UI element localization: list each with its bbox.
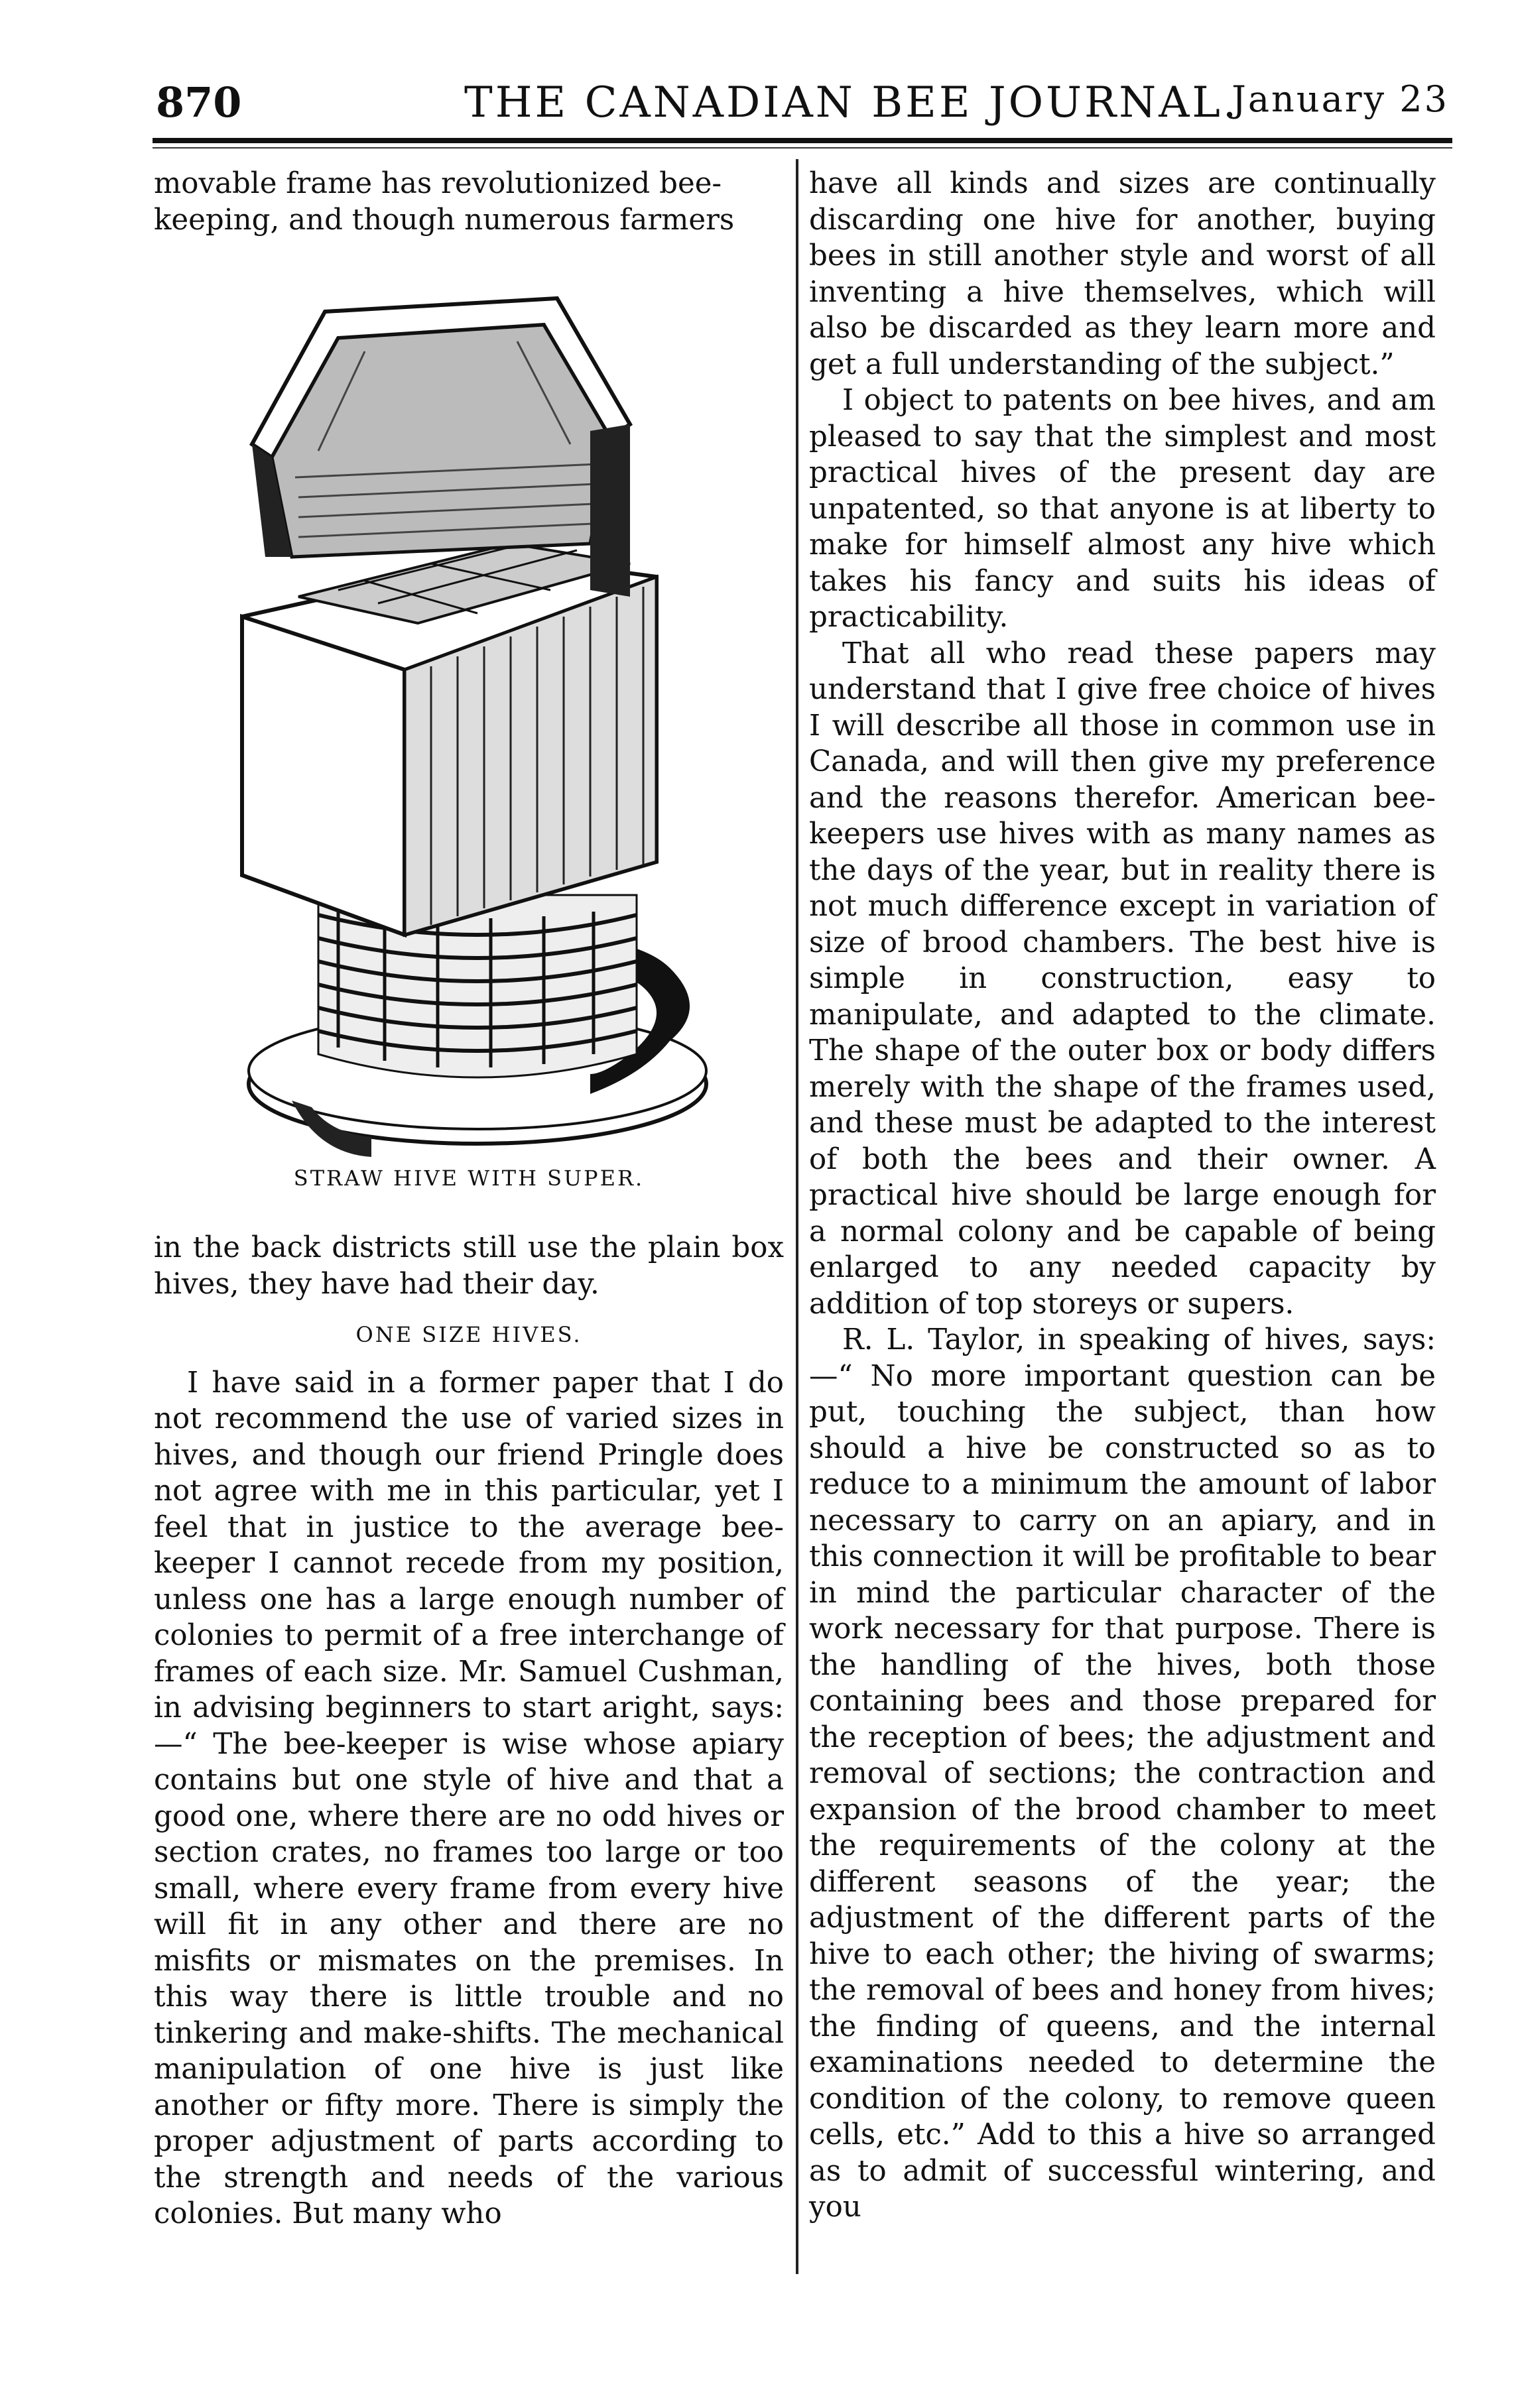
journal-title: THE CANADIAN BEE JOURNAL. — [464, 78, 1239, 127]
paragraph-after-figure: in the back districts still use the plain box hives, they have had their day. — [154, 1231, 784, 1301]
text-line: keeping, and though numerous farmers — [154, 203, 735, 237]
page-number: 870 — [156, 78, 242, 127]
right-column — [809, 166, 1436, 2226]
header-rule — [153, 138, 1452, 143]
figure-caption: STRAW HIVE WITH SUPER. — [293, 1166, 645, 1191]
header-rule-thin — [153, 147, 1452, 149]
section-heading: ONE SIZE HIVES. — [355, 1322, 582, 1347]
text-line: movable frame has revolutionized bee- — [154, 167, 722, 200]
left-column-bottom — [154, 1230, 784, 2232]
paragraph: I have said in a former paper that I do not recommend the use of varied sizes in hives, and though our friend Pringle does not agree with me in this particular, yet I feel that in justice to the average bee-keeper I cannot recede from my position, unless one has a large enough number of colonies to permit of a free interchange of frames of each size. Mr. Samuel Cushman, in advising beginners to start aright, says:—“ The bee-keeper is wise whose apiary contains but one style of hive and that a good one, where there are no odd hives or section crates, no frames too large or too small, where every frame from every hive will fit in any other and there are no misfits or mismates on the premises. In this way there is little trouble and no tinkering and make-shifts. The mechanical manipulation of one hive is just like another or fifty more. There is simply the proper adjustment of parts according to the strength and needs of the various colonies. But many who — [154, 1366, 784, 2230]
paragraph: R. L. Taylor, in speaking of hives, says:—“ No more important question can be put, touching the subject, than how should a hive be constructed so as to reduce to a minimum the amount of labor necessary to carry on an apiary, and in this connection it will be profitable to bear in mind the particular character of the work necessary for that purpose. There is the handling of the hives, both those containing bees and those prepared for the reception of bees; the adjustment and removal of sections; the contraction and expansion of the brood chamber to meet the requirements of the colony at the different seasons of the year; the adjustment of the different parts of the hive to each other; the hiving of swarms; the removal of bees and honey from hives; the finding of queens, and the internal examinations needed to determine the condition of the colony, to remove queen cells, etc.” Add to this a hive so arranged as to admit of successful wintering, and you — [809, 1323, 1436, 2224]
column-divider — [796, 159, 798, 2274]
issue-date: January 23 — [1231, 78, 1449, 120]
page-header — [156, 72, 1449, 131]
paragraph: I object to patents on bee hives, and am pleased to say that the simplest and most practical hives of the present day are unpatented, so that anyone is at liberty to make for himself almost any hive which takes his fancy and suits his ideas of practicability. — [809, 384, 1436, 634]
straw-hive-illustration — [166, 278, 749, 1193]
paragraph: That all who read these papers may understand that I give free choice of hives I will describe all those in common use in Canada, and will then give my preference and the reasons therefor. American bee-keepers use hives with as many names as the days of the year, but in reality there is not much difference except in variation of size of brood chambers. The best hive is simple in construction, easy to manipulate, and adapted to the climate. The shape of the outer box or body differs merely with the shape of the frames used, and these must be adapted to the interest of both the bees and their owner. A practical hive should be large enough for a normal colony and be capable of being enlarged to any needed capacity by addition of top storeys or supers. — [809, 636, 1436, 1321]
left-column-top — [154, 166, 784, 238]
paragraph: have all kinds and sizes are continually discarding one hive for another, buying bees in still another style and worst of all inventing a hive themselves, which will also be discarded as they learn more and get a full understanding of the subject.” — [809, 167, 1436, 381]
